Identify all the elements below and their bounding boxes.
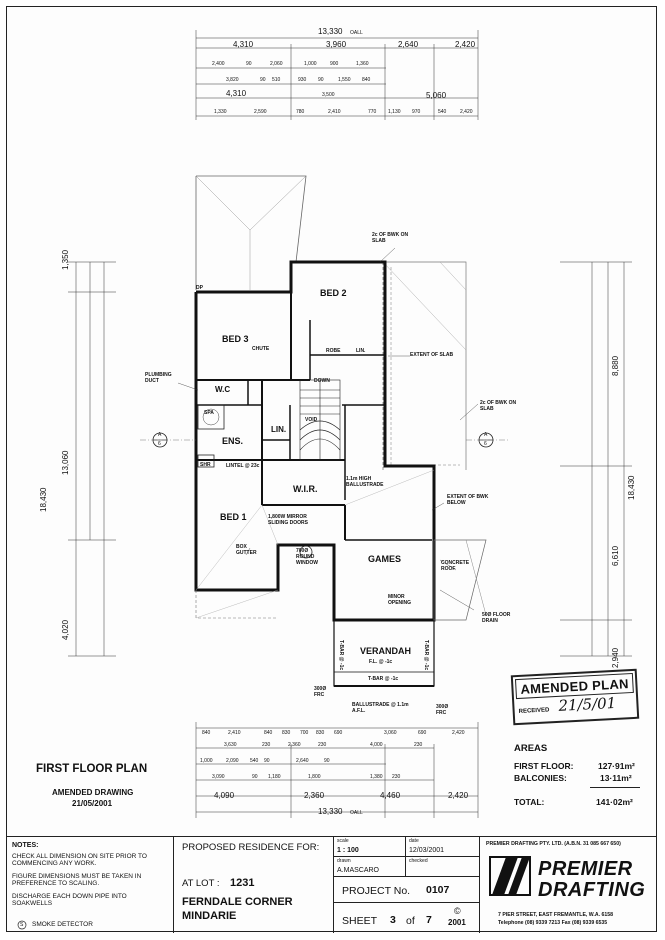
note-concrete-roof: CONCRETE ROOF <box>441 560 470 572</box>
sheet-total: 7 <box>426 914 432 926</box>
drawing-info-cell <box>334 837 480 933</box>
dim-top-r4-2: 5,060 <box>426 91 447 100</box>
date-value: 12/03/2001 <box>409 847 445 854</box>
balconies-label: BALCONIES: <box>514 773 567 783</box>
room-label-lin2: LIN. <box>356 348 366 354</box>
section-marker-left-letter: A <box>158 432 162 438</box>
dim-bot-r3-5: 90 <box>324 758 330 764</box>
dim-top-r3-6: 840 <box>362 77 371 83</box>
at-lot-label: AT LOT : <box>182 878 220 889</box>
note-bwk-on-slab-right: 2c OF BWK ON SLAB <box>480 400 517 412</box>
dim-top-r3-1: 90 <box>260 77 266 83</box>
scale-box <box>334 837 406 857</box>
copyright-symbol: © <box>454 906 461 916</box>
note-tbar-right: T-BAR @ -1c <box>423 640 429 671</box>
dim-top-r5-7: 540 <box>438 109 447 115</box>
dim-right-6610: 6,610 <box>611 545 620 566</box>
sheet-box <box>334 903 480 933</box>
note-down: DOWN <box>314 378 330 384</box>
proposed-residence-label: PROPOSED RESIDENCE FOR: <box>182 842 320 853</box>
note-frc-left: 300Ø FRC <box>314 686 327 698</box>
dim-top-r2-3: 1,000 <box>304 61 317 67</box>
note-extent-of-slab: EXTENT OF SLAB <box>410 352 454 358</box>
room-label-shr: SHR <box>200 462 211 468</box>
dim-top-r1-1: 3,960 <box>326 40 347 49</box>
dim-top-overall: 13,330 <box>318 27 343 36</box>
section-marker-right-number: 6 <box>484 441 487 447</box>
room-label-bed2: BED 2 <box>320 288 347 298</box>
dim-bot-r1-1: 2,410 <box>228 730 241 736</box>
dim-top-r2-1: 90 <box>246 61 252 67</box>
first-floor-value: 127·91m² <box>598 761 635 771</box>
dim-top-r4-0: 4,310 <box>226 89 247 98</box>
note-bwk-on-slab-top: 2c OF BWK ON SLAB <box>372 232 409 244</box>
dim-right-total: 18,430 <box>627 475 636 500</box>
copyright-year: 2001 <box>448 918 466 927</box>
dim-left-1350: 1,350 <box>61 249 70 270</box>
note-high-ballustrade: 1.1m HIGH BALLUSTRADE <box>346 476 384 488</box>
dim-bot-r3-3: 90 <box>264 758 270 764</box>
dim-top-r1-2: 2,640 <box>398 40 419 49</box>
drawn-label: drawn <box>337 858 351 864</box>
note-frc-right: 300Ø FRC <box>436 704 449 716</box>
room-label-bed1: BED 1 <box>220 512 247 522</box>
dim-top-r3-3: 930 <box>298 77 307 83</box>
total-label: TOTAL: <box>514 797 545 807</box>
dim-bot-r5-2: 4,460 <box>380 791 401 800</box>
lot-number: 1231 <box>230 877 255 889</box>
project-cell <box>174 837 334 933</box>
areas-divider <box>590 787 640 788</box>
dim-right-8880: 8,880 <box>611 355 620 376</box>
dim-bot-r3-4: 2,640 <box>296 758 309 764</box>
dim-top-r5-2: 780 <box>296 109 305 115</box>
dim-bot-r1-2: 840 <box>264 730 273 736</box>
dim-top-overall-suffix: OALL <box>350 30 363 36</box>
dim-top-r1-3: 2,420 <box>455 40 476 49</box>
suburb-name: MINDARIE <box>182 910 237 922</box>
company-phone: Telephone (08) 9339 7213 Fax (08) 9339 6535 <box>498 920 608 926</box>
scale-value: 1 : 100 <box>337 847 359 854</box>
room-label-wc: W.C <box>215 385 231 394</box>
dim-top-r3-5: 1,550 <box>338 77 351 83</box>
note-check-dimensions: CHECK ALL DIMENSION ON SITE PRIOR TO COMMENCING ANY WORK. <box>12 853 147 868</box>
stamp-received-label: RECEIVED <box>518 707 550 715</box>
dim-bot-r1-9: 2,420 <box>452 730 465 736</box>
note-minor-opening: MINOR OPENING <box>388 594 412 606</box>
date-box <box>406 837 480 857</box>
amended-drawing-label: AMENDED DRAWING <box>52 788 134 797</box>
note-chute: CHUTE <box>252 346 270 352</box>
dim-bot-r4-3: 1,800 <box>308 774 321 780</box>
dim-bot-r4-2: 1,180 <box>268 774 281 780</box>
dim-left-4020: 4,020 <box>61 619 70 640</box>
logo-premier: PREMIER <box>538 858 633 880</box>
dim-top-r5-5: 1,130 <box>388 109 401 115</box>
notes-heading: NOTES: <box>12 842 39 849</box>
note-box-gutter: BOX GUTTER <box>236 544 257 556</box>
dim-top-r5-0: 1,330 <box>214 109 227 115</box>
dim-bot-r1-6: 690 <box>334 730 343 736</box>
note-round-window: 700Ø ROUND WINDOW <box>296 548 318 566</box>
dim-bot-r2-0: 3,630 <box>224 742 237 748</box>
dim-top-r2-2: 2,060 <box>270 61 283 67</box>
note-ballustrade: BALLUSTRADE @ 1.1m A.F.L. <box>352 702 409 714</box>
room-label-spa: SPA <box>204 410 214 416</box>
note-down-pipe: DISCHARGE EACH DOWN PIPE INTO SOAKWELLS <box>12 893 127 908</box>
amended-drawing-date: 21/05/2001 <box>72 799 113 808</box>
areas-heading: AREAS <box>514 743 548 754</box>
drawn-value: A.MASCARO <box>337 867 380 874</box>
dim-top-r3-0: 3,820 <box>226 77 239 83</box>
dim-bot-overall-suffix: OALL <box>350 810 363 816</box>
drawn-box <box>334 857 406 877</box>
title-block <box>6 836 657 933</box>
dim-bot-r4-5: 230 <box>392 774 401 780</box>
dim-bot-r1-4: 700 <box>300 730 309 736</box>
dim-bot-overall: 13,330 <box>318 807 343 816</box>
checked-box <box>406 857 480 877</box>
note-tbar-left: T-BAR @ -1c <box>338 640 344 671</box>
dim-bot-r1-8: 690 <box>418 730 427 736</box>
dim-bot-r4-1: 90 <box>252 774 258 780</box>
verandah-floor-level: F.L. @ -1c <box>369 659 393 665</box>
room-label-void: VOID <box>305 417 318 423</box>
dim-bot-r5-0: 4,090 <box>214 791 235 800</box>
room-label-ens: ENS. <box>222 436 244 446</box>
sheet-number: 3 <box>390 914 396 926</box>
date-label: date <box>409 838 419 844</box>
room-label-verandah: VERANDAH <box>360 646 412 656</box>
sheet-label: SHEET <box>342 915 378 927</box>
room-label-robe: ROBE <box>326 348 341 354</box>
scale-label: scale <box>337 838 349 844</box>
balconies-value: 13·11m² <box>600 773 632 783</box>
premier-drafting-logo-icon <box>488 855 532 897</box>
dim-bot-r1-0: 840 <box>202 730 211 736</box>
room-label-games: GAMES <box>368 554 402 564</box>
dim-top-r5-8: 2,420 <box>460 109 473 115</box>
note-floor-drain: 50Ø FLOOR DRAIN <box>482 612 511 624</box>
dim-bot-r2-2: 2,360 <box>288 742 301 748</box>
note-downpipe: DP <box>196 285 203 291</box>
note-tbar-bottom: T-BAR @ -1c <box>368 676 399 682</box>
project-number-label: PROJECT No. <box>342 885 411 897</box>
first-floor-label: FIRST FLOOR: <box>514 761 574 771</box>
room-label-bed3: BED 3 <box>222 334 249 344</box>
dim-bot-r5-1: 2,360 <box>304 791 325 800</box>
smoke-detector-symbol: S <box>20 922 24 928</box>
dim-bot-r1-7: 3,060 <box>384 730 397 736</box>
dim-top-r5-3: 2,410 <box>328 109 341 115</box>
smoke-detector-label: SMOKE DETECTOR <box>32 921 93 928</box>
dim-bot-r5-3: 2,420 <box>448 791 469 800</box>
dim-top-r4-1: 3,500 <box>322 92 335 98</box>
dim-top-r2-4: 900 <box>330 61 339 67</box>
dim-top-r5-1: 2,590 <box>254 109 267 115</box>
note-plumbing-duct: PLUMBING DUCT <box>145 372 172 384</box>
dim-top-r5-4: 770 <box>368 109 377 115</box>
dim-left-total: 18,430 <box>39 487 48 512</box>
dim-bot-r3-1: 2,090 <box>226 758 239 764</box>
note-extent-bwk-below: EXTENT OF BWK BELOW <box>447 494 489 506</box>
room-label-lin: LIN. <box>271 425 287 434</box>
dim-bot-r3-2: 540 <box>250 758 259 764</box>
section-marker-left-number: 6 <box>158 441 161 447</box>
dim-bot-r2-3: 230 <box>318 742 327 748</box>
dim-top-r5-6: 970 <box>412 109 421 115</box>
dim-bot-r2-1: 230 <box>262 742 271 748</box>
company-cell <box>480 837 657 933</box>
company-abn-line: PREMIER DRAFTING PTY. LTD. (A.B.N. 31 085 667 650) <box>486 841 621 847</box>
dim-bot-r1-3: 830 <box>282 730 291 736</box>
dim-bot-r4-0: 3,090 <box>212 774 225 780</box>
dim-bot-r2-4: 4,000 <box>370 742 383 748</box>
notes-cell <box>6 837 174 933</box>
company-address: 7 PIER STREET, EAST FREMANTLE, W.A. 6158 <box>498 912 614 918</box>
project-number-value: 0107 <box>426 884 450 896</box>
dim-top-r2-0: 2,400 <box>212 61 225 67</box>
dim-top-r2-5: 1,360 <box>356 61 369 67</box>
project-number-box <box>334 877 480 903</box>
dim-bot-r4-4: 1,380 <box>370 774 383 780</box>
note-lintel: LINTEL @ 23c <box>226 463 260 469</box>
dim-bot-r2-5: 230 <box>414 742 423 748</box>
note-mirror-doors: 1,800W MIRROR SLIDING DOORS <box>268 514 309 526</box>
dim-left-13060: 13,060 <box>61 450 70 475</box>
dim-top-r3-4: 90 <box>318 77 324 83</box>
logo-drafting: DRAFTING <box>538 879 646 901</box>
dim-bot-r3-0: 1,000 <box>200 758 213 764</box>
dim-right-2940: 2,940 <box>611 647 620 668</box>
checked-label: checked <box>409 858 428 864</box>
total-value: 141·02m² <box>596 797 633 807</box>
street-name: FERNDALE CORNER <box>182 896 293 908</box>
dim-bot-r1-5: 830 <box>316 730 325 736</box>
plan-title: FIRST FLOOR PLAN <box>36 763 148 775</box>
stamp-title: AMENDED PLAN <box>520 676 630 697</box>
dim-top-r3-2: 510 <box>272 77 281 83</box>
room-label-wir: W.I.R. <box>293 484 318 494</box>
amended-plan-stamp <box>511 669 639 726</box>
dim-top-r1-0: 4,310 <box>233 40 254 49</box>
stamp-received-date: 21/5/01 <box>557 693 617 715</box>
section-marker-right-letter: A <box>484 432 488 438</box>
note-figure-dimensions: FIGURE DIMENSIONS MUST BE TAKEN IN PREFERENCE TO SCALING. <box>12 873 142 888</box>
sheet-of-label: of <box>406 915 415 927</box>
